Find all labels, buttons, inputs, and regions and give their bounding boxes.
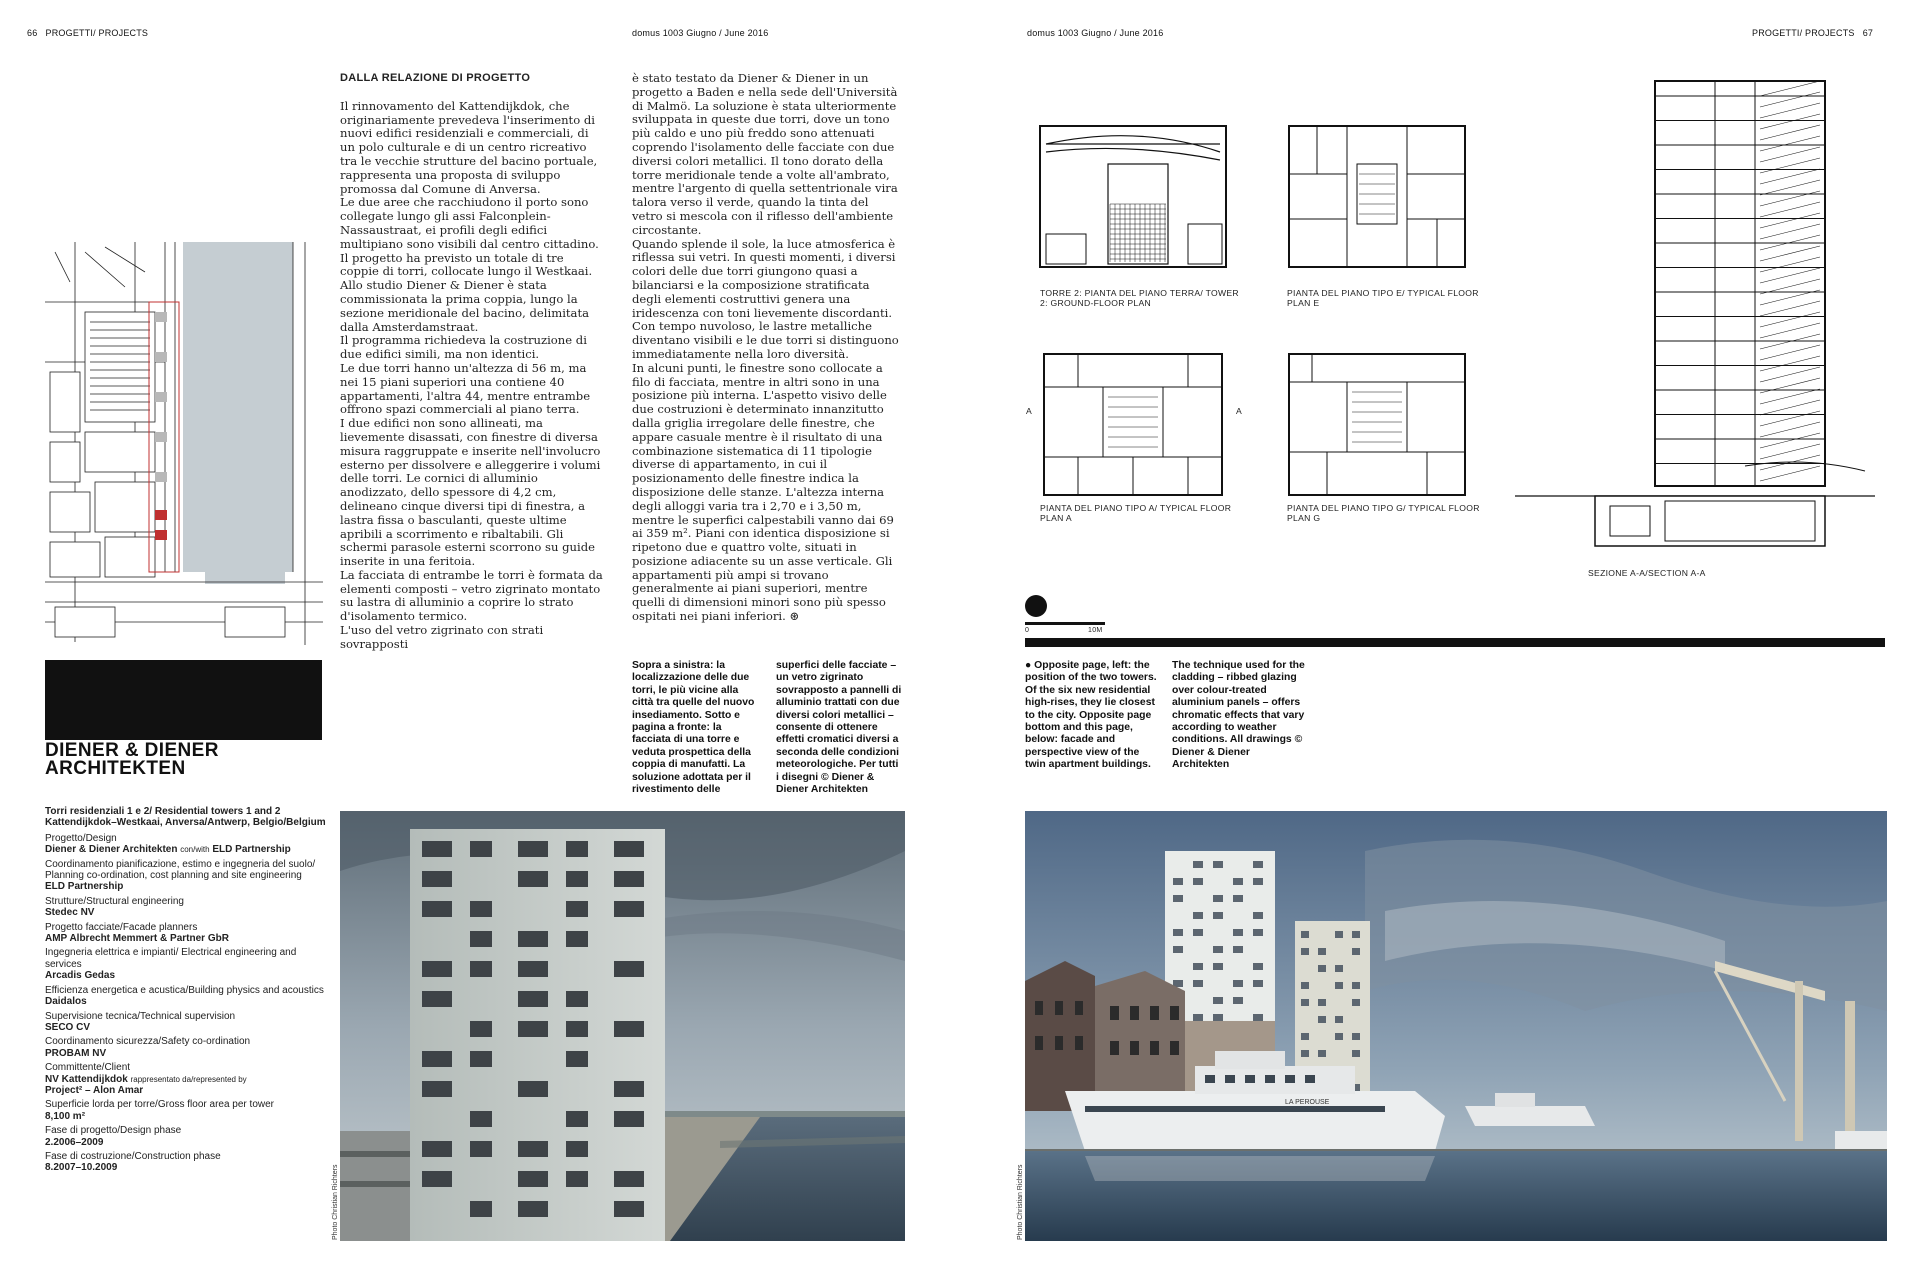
harbour-tower-window [1335, 982, 1343, 989]
client-rep-label: rappresentato da/represented by [130, 1074, 247, 1084]
harbour-tower-window [1352, 982, 1360, 989]
scale-bar [1025, 622, 1105, 625]
tower-window [422, 871, 452, 887]
harbour-tower-window [1213, 963, 1223, 970]
harbour-tower-window [1213, 912, 1223, 919]
harbour-tower-window [1233, 878, 1243, 885]
credit-client-name [45, 1074, 335, 1085]
tower-window [518, 961, 548, 977]
tower-window [422, 1081, 452, 1097]
left-section-label: PROGETTI/ PROJECTS [45, 28, 149, 38]
tower-window [614, 841, 644, 857]
tower-window [470, 1111, 492, 1127]
caption-en-2: The technique used for the cladding – ribbed glazing over colour-treated aluminium panels – offers chromatic effects that vary according to weather conditions. All drawings © Diener & Diener Architekten [1172, 660, 1305, 771]
tower-window [566, 1171, 588, 1187]
right-issue-label: domus 1003 Giugno / June 2016 [1027, 28, 1164, 38]
photo-harbour-view-image [1025, 811, 1887, 1241]
harbour-tower-window [1352, 931, 1360, 938]
harbour-tower-window [1213, 1014, 1223, 1021]
tower-window [470, 1141, 492, 1157]
harbour-tower-window [1301, 948, 1309, 955]
credit-role: Fase di costruzione/Construction phase [45, 1150, 221, 1162]
boat-name: LA PEROUSE [1285, 1099, 1330, 1106]
caption-it-1: Sopra a sinistra: la localizzazione delle due torri, le più vicine alla città tra quelle del nuovo insediamento. Sotto e pagina a fronte: la facciata di una torre e veduta prospettica della coppia di manufatti. La soluzione adottata per il rivestimento delle [632, 660, 755, 796]
design-partner: ELD Partnership [212, 844, 291, 856]
left-page-header [27, 28, 148, 38]
credit-name: ELD Partnership [45, 881, 124, 893]
harbour-tower-window [1352, 1033, 1360, 1040]
harbour-tower-window [1233, 980, 1243, 987]
harbour-tower-window [1335, 965, 1343, 972]
col1-paragraph: Il programma richiedeva la costruzione di due edifici simili, ma non identici. [340, 333, 587, 362]
harbour-tower-window [1352, 999, 1360, 1006]
tower-window [566, 931, 588, 947]
harbour-tower-window [1301, 1033, 1309, 1040]
tower-window [518, 1171, 548, 1187]
tower-window [518, 1141, 548, 1157]
tower-window [614, 1201, 644, 1217]
credit-role: Progetto facciate/Facade planners [45, 921, 198, 933]
col2-paragraph: In alcuni punti, le finestre sono collocate a filo di facciata, mentre in altri sono in una posizione più interna. L'aspetto visivo delle due costruzioni è determinato innanzitutto dalla griglia irregolare delle finestre, che appare casuale mentre è il risultato di una combinazione sistematica di 11 tipologie diverse di appartamento, in cui il posizionamento delle finestre indica la disposizione delle stanze. L'altezza interna degli alloggi varia tra i 2,70 e i 3,50 m, mentre le superfici calpestabili vanno dai 69 ai 359 m². Piani con identica disposizione si ripetono due e quattro volte, situati in posizione adiacente su un asse verticale. Gli appartamenti più ampi si trovano generalmente ai piani superiori, mentre quelli di dimensioni minori sono più spesso ospitati nei piani inferiori. ⊛ [632, 360, 894, 624]
photo-tower-facade [340, 811, 905, 1241]
harbour-tower-window [1253, 1014, 1263, 1021]
scale-start: 0 [1025, 627, 1030, 634]
plan1-label: TORRE 2: PIANTA DEL PIANO TERRA/ TOWER 2: GROUND-FLOOR PLAN [1040, 288, 1239, 308]
col1-paragraph: I due edifici non sono allineati, ma lievemente disassati, con finestre di diversa misura raggruppate e inserite nell'involucro esterno per dissolvere e alleggerire i volumi delle torri. Le cornici di alluminio anodizzato, dello spessore di 4,2 cm, delineano cinque diversi tipi di finestra, a lastra fissa o basculanti, queste ultime apribili a scorrimento e ribaltabili. Gli schermi parasole esterni scorrono su guide inserite in una feritoia. [340, 416, 601, 569]
plan-typical-e [1287, 124, 1467, 269]
harbour-tower-window [1193, 1014, 1203, 1021]
credit-name: Daidalos [45, 996, 87, 1008]
credit-role: Supervisione tecnica/Technical supervision [45, 1010, 236, 1022]
credit-design-name [45, 844, 335, 855]
article-col2-paragraphs [632, 72, 900, 624]
tower-window [518, 1021, 548, 1037]
article-heading: DALLA RELAZIONE DI PROGETTO [340, 72, 531, 84]
plan-typical-a [1038, 352, 1228, 497]
credit-tail-entries [45, 1099, 335, 1173]
harbour-tower-window [1301, 999, 1309, 1006]
architect-black-block [45, 660, 322, 740]
plan-ground-floor-drawing [1038, 124, 1228, 269]
design-firm: Diener & Diener Architekten [45, 844, 178, 856]
caption-it-2: superfici delle facciate – un vetro zigrinato sovrapposto a pannelli di alluminio trattati con due diversi colori metallici – consente di ottenere effetti cromatici diversi a seconda delle condizioni meteorologiche. Per tutti i disegni © Diener & Diener Architekten [776, 660, 902, 796]
col2-paragraph: Quando splende il sole, la luce atmosferica è riflessa sui vetri. In questi momenti, i diversi colori delle due torri giungono quasi a bilanciarsi e la composizione stratificata degli elementi costruttivi genera una iridescenza con toni lievemente discordanti. Con tempo nuvoloso, le lastre metalliche diventano visibili e le due torri si distinguono immediatamente nella loro diversità. [632, 236, 899, 361]
plan-typical-e-drawing [1287, 124, 1467, 269]
credit-design-role: Progetto/Design [45, 832, 117, 844]
harbour-tower-window [1318, 948, 1326, 955]
harbour-tower-window [1301, 1050, 1309, 1057]
right-section-label: PROGETTI/ PROJECTS [1752, 28, 1855, 38]
col1-paragraph: La facciata di entrambe le torri è formata da elementi composti – vetro zigrinato montato su lastra di alluminio a coprire lo strato d'isolamento termico. [340, 567, 603, 624]
tower-window [566, 901, 588, 917]
col1-paragraph: Il rinnovamento del Kattendijkdok, che originariamente prevedeva l'inserimento di nuovi edifici residenziali e commerciali, di un polo culturale e di un centro ricreativo tra le vecchie strutture del bacino portuale, rappresenta una proposta di sviluppo promossa dal Comune di Anversa. [340, 98, 598, 196]
harbour-tower-window [1335, 931, 1343, 938]
harbour-tower-window [1193, 861, 1203, 868]
plan-typical-a-drawing [1038, 352, 1228, 497]
project-title: Torri residenziali 1 e 2/ Residential towers 1 and 2 [45, 806, 281, 817]
plan2-label: PIANTA DEL PIANO TIPO E/ TYPICAL FLOOR PLAN E [1287, 288, 1479, 308]
tower-window [470, 961, 492, 977]
harbour-tower-window [1193, 912, 1203, 919]
tower-window [566, 841, 588, 857]
harbour-tower-window [1213, 895, 1223, 902]
harbour-tower-window [1253, 963, 1263, 970]
plan-typical-g-drawing [1287, 352, 1467, 497]
harbour-tower-window [1173, 895, 1183, 902]
harbour-tower-window [1318, 965, 1326, 972]
credit-role: Fase di progetto/Design phase [45, 1125, 182, 1137]
photo-credit-left: Photo Christian Richters [332, 1164, 339, 1240]
left-page-number: 66 [27, 28, 38, 38]
tower-window [566, 1021, 588, 1037]
harbour-tower-window [1253, 878, 1263, 885]
project-title-block [45, 806, 335, 829]
tower-window [614, 1081, 644, 1097]
tower-window [470, 1201, 492, 1217]
tower-window [518, 841, 548, 857]
site-map-drawing [45, 242, 323, 645]
harbour-tower-window [1193, 878, 1203, 885]
harbour-tower-window [1173, 929, 1183, 936]
tower-window [614, 1111, 644, 1127]
col1-paragraph: Le due torri hanno un'altezza di 56 m, ma nei 15 piani superiori una contiene 40 appartamenti, l'altra 44, mentre entrambe offrono spazi commerciali al piano terra. [340, 360, 591, 417]
tower-window [422, 1051, 452, 1067]
harbour-tower-window [1193, 980, 1203, 987]
tower-window [614, 901, 644, 917]
harbour-tower-window [1318, 1016, 1326, 1023]
tower-window [566, 1141, 588, 1157]
tower-window [470, 1021, 492, 1037]
credit-role: Coordinamento pianificazione, estimo e ingegneria del suolo/ Planning co-ordination, cost planning and site engineering [45, 858, 316, 882]
tower-window [614, 1171, 644, 1187]
right-page-number: 67 [1862, 28, 1874, 38]
plan-typical-g [1287, 352, 1467, 497]
credit-name: SECO CV [45, 1021, 91, 1033]
tower-window [566, 1111, 588, 1127]
design-with: con/with [180, 845, 210, 855]
left-issue-label: domus 1003 Giugno / June 2016 [632, 28, 769, 38]
credit-name: 2.2006–2009 [45, 1136, 104, 1148]
north-arrow-icon [1025, 595, 1047, 617]
harbour-tower-window [1193, 929, 1203, 936]
tower-window [422, 991, 452, 1007]
credit-role: Strutture/Structural engineering [45, 895, 184, 907]
col1-paragraph: Le due aree che racchiudono il porto sono collegate lungo gli assi Falconplein-Nassaustraat, ei profili degli edifici multipiano sono visibili dal centro cittadino. [340, 195, 599, 251]
project-location: Kattendijkdok–Westkaai, Anversa/Antwerp, Belgio/Belgium [45, 817, 326, 829]
credit-role: Efficienza energetica e acustica/Building physics and acoustics [45, 984, 324, 996]
credit-name: 8,100 m² [45, 1110, 86, 1122]
tower-window [614, 1021, 644, 1037]
harbour-tower-window [1352, 948, 1360, 955]
section-marker-a-right: A [1236, 406, 1243, 416]
tower-window [470, 1051, 492, 1067]
architect-name-line2: ARCHITEKTEN [45, 758, 186, 779]
divider-bar [1025, 638, 1885, 647]
tower-window [518, 991, 548, 1007]
harbour-tower-window [1233, 929, 1243, 936]
credit-name: Stedec NV [45, 907, 95, 919]
harbour-tower-window [1173, 946, 1183, 953]
harbour-tower-window [1253, 912, 1263, 919]
project-credits [45, 806, 335, 1177]
article-column-1 [340, 72, 605, 652]
harbour-tower-window [1193, 963, 1203, 970]
credit-client-role: Committente/Client [45, 1062, 131, 1074]
architect-name [45, 742, 219, 778]
tower-window [614, 961, 644, 977]
plan-ground-floor [1038, 124, 1228, 269]
credit-role: Coordinamento sicurezza/Safety co-ordination [45, 1036, 251, 1048]
harbour-tower-window [1301, 931, 1309, 938]
article-column-2 [632, 72, 900, 624]
harbour-tower-window [1253, 980, 1263, 987]
harbour-tower-window [1233, 946, 1243, 953]
tower-window [422, 1171, 452, 1187]
section-marker-a-left: A [1026, 406, 1033, 416]
credit-entries [45, 859, 335, 1060]
credit-role: Ingegneria elettrica e impianti/ Electrical engineering and services [45, 947, 297, 970]
harbour-tower-window [1173, 878, 1183, 885]
credit-role: Superficie lorda per torre/Gross floor area per tower [45, 1099, 274, 1111]
tower-window [470, 931, 492, 947]
section-a-a [1515, 76, 1875, 556]
tower-window [470, 901, 492, 917]
harbour-tower-window [1335, 1033, 1343, 1040]
tower-window [566, 991, 588, 1007]
harbour-tower-window [1301, 982, 1309, 989]
tower-window [422, 901, 452, 917]
col2-paragraph: è stato testato da Diener & Diener in un progetto a Baden e nella sede dell'Università di Malmö. La soluzione è stata ulteriormente sviluppata in queste due torri, dove un tono più caldo e uno più freddo sono attenuati coprendo l'isolamento delle facciate con due diversi colori metallici. Il tono dorato della torre meridionale tende a volte all'ambrato, mentre l'argento di quella settentrionale vira talora verso il verde, quando la tinta del vetro si mescola con il riflesso dell'ambiente circostante. [632, 71, 898, 237]
plan3-label: PIANTA DEL PIANO TIPO A/ TYPICAL FLOOR PLAN A [1040, 503, 1232, 523]
right-page-header [1752, 28, 1873, 38]
col1-paragraph: Il progetto ha previsto un totale di tre coppie di torri, collocate lungo il Westkaai. Allo studio Diener & Diener è stata commissionata la prima coppia, lungo la sezione meridionale del bacino, delimitata dalla Amsterdamstraat. [340, 250, 593, 334]
tower-window [518, 1081, 548, 1097]
section-a-a-drawing [1515, 76, 1875, 556]
tower-window [422, 841, 452, 857]
harbour-tower-window [1213, 997, 1223, 1004]
tower-window [422, 961, 452, 977]
harbour-tower-window [1253, 861, 1263, 868]
tower-window [614, 871, 644, 887]
photo-credit-right: Photo Christian Richters [1017, 1164, 1024, 1240]
tower-window [566, 1051, 588, 1067]
scale-end: 10M [1088, 627, 1103, 634]
tower-window [518, 931, 548, 947]
harbour-tower-window [1233, 895, 1243, 902]
photo-tower-facade-image [340, 811, 905, 1241]
tower-window [470, 841, 492, 857]
client-name: NV Kattendijkdok [45, 1073, 128, 1085]
harbour-tower-window [1233, 997, 1243, 1004]
site-map [45, 242, 323, 645]
tower-window [422, 1141, 452, 1157]
photo-harbour-view [1025, 811, 1887, 1241]
harbour-tower-window [1335, 1016, 1343, 1023]
caption-en-1: ● Opposite page, left: the position of the two towers. Of the six new residential high-rises, they lie closest to the city. Opposite page bottom and this page, below: facade and perspective view of the twin apartment buildings. [1025, 660, 1157, 771]
credit-name: 8.2007–10.2009 [45, 1162, 118, 1174]
harbour-tower-window [1318, 1050, 1326, 1057]
harbour-tower-window [1318, 999, 1326, 1006]
plan4-label: PIANTA DEL PIANO TIPO G/ TYPICAL FLOOR PLAN G [1287, 503, 1480, 523]
article-col1-paragraphs [340, 100, 605, 652]
credit-name: Arcadis Gedas [45, 970, 116, 982]
section-label: SEZIONE A-A/SECTION A-A [1588, 568, 1706, 578]
client-rep: Project² – Alon Amar [45, 1084, 144, 1096]
architect-name-line1: DIENER & DIENER [45, 740, 219, 761]
credit-name: PROBAM NV [45, 1047, 107, 1059]
tower-window [566, 871, 588, 887]
tower-window [518, 1201, 548, 1217]
credit-name: AMP Albrecht Memmert & Partner GbR [45, 933, 229, 945]
harbour-tower-window [1213, 946, 1223, 953]
harbour-tower-window [1253, 929, 1263, 936]
col1-paragraph: L'uso del vetro zigrinato con strati sovrapposti [340, 623, 544, 651]
harbour-tower-window [1213, 861, 1223, 868]
tower-window [518, 871, 548, 887]
harbour-tower-window [1352, 1050, 1360, 1057]
